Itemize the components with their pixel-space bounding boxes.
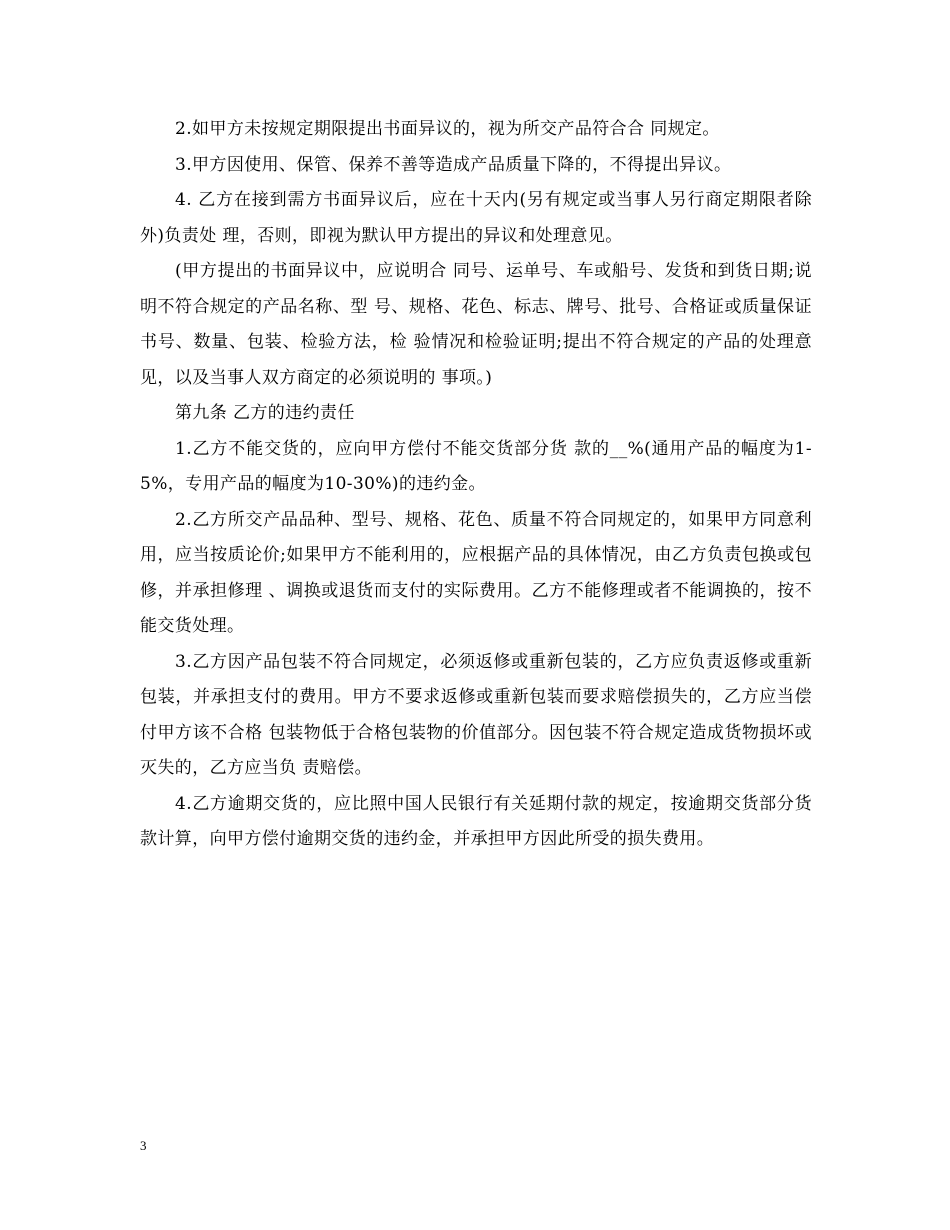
paragraph-handling-period: 4. 乙方在接到需方书面异议后，应在十天内(另有规定或当事人另行商定期限者除外)负责处 理，否则，即视为默认甲方提出的异议和处理意见。 — [140, 190, 812, 246]
section-heading-article-9: 第九条 乙方的违约责任 — [175, 403, 355, 423]
paragraph-improper-use: 3.甲方因使用、保管、保养不善等造成产品质量下降的，不得提出异议。 — [175, 154, 732, 175]
document-body — [140, 112, 812, 858]
paragraph-objection-contents: (甲方提出的书面异议中，应说明合 同号、运单号、车或船号、发货和到货日期;说明不符合规定的产品名称、型 号、规格、花色、标志、牌号、批号、合格证或质量保证书号、数量、包装、检验方法，检 验情况和检验证明;提出不符合规定的产品的处理意见，以及当事人双方商定的必须说明的 事项。) — [140, 261, 812, 388]
paragraph-nondelivery-penalty: 1.乙方不能交货的，应向甲方偿付不能交货部分货 款的__%(通用产品的幅度为1-5%，专用产品的幅度为10-30%)的违约金。 — [140, 438, 812, 494]
paragraph-packaging: 3.乙方因产品包装不符合同规定，必须返修或重新包装的，乙方应负责返修或重新包装，并承担支付的费用。甲方不要求返修或重新包装而要求赔偿损失的，乙方应当偿付甲方该不合格 包装物低于合格包装物的价值部分。因包装不符合规定造成货物损坏或灭失的，乙方应当负 责赔偿。 — [140, 651, 812, 778]
page-number: 3 — [140, 1138, 147, 1153]
paragraph-objection-deadline: 2.如甲方未按规定期限提出书面异议的，视为所交产品符合合 同规定。 — [175, 119, 720, 139]
paragraph-late-delivery: 4.乙方逾期交货的，应比照中国人民银行有关延期付款的规定，按逾期交货部分货款计算，向甲方偿付逾期交货的违约金，并承担甲方因此所受的损失费用。 — [140, 793, 812, 849]
paragraph-nonconforming-goods: 2.乙方所交产品品种、型号、规格、花色、质量不符合同规定的，如果甲方同意利用，应当按质论价;如果甲方不能利用的，应根据产品的具体情况，由乙方负责包换或包修，并承担修理 、调换或退货而支付的实际费用。乙方不能修理或者不能调换的，按不能交货处理。 — [140, 509, 812, 636]
